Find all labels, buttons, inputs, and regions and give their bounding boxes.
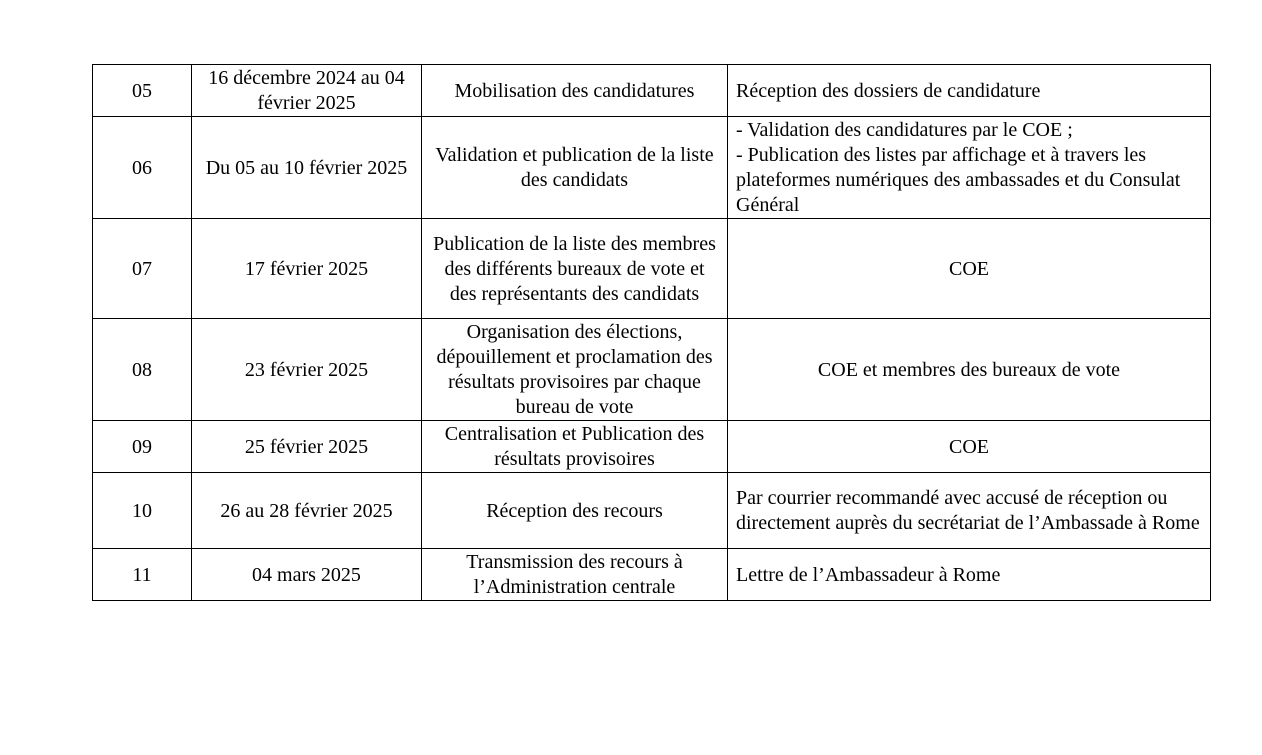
step-number: 11 (93, 549, 192, 601)
step-responsible (728, 117, 1211, 219)
table-row (93, 473, 1211, 549)
step-number: 09 (93, 421, 192, 473)
step-date: 17 février 2025 (192, 219, 422, 319)
step-date: 04 mars 2025 (192, 549, 422, 601)
step-date: 23 février 2025 (192, 319, 422, 421)
election-schedule-table (92, 64, 1211, 601)
step-responsible (728, 319, 1211, 421)
table-row (93, 219, 1211, 319)
table-row (93, 319, 1211, 421)
step-number: 07 (93, 219, 192, 319)
step-activity: Mobilisation des candidatures (422, 65, 728, 117)
step-activity: Organisation des élections, dépouillement et proclamation des résultats provisoires par chaque bureau de vote (422, 319, 728, 421)
responsible-line: Réception des dossiers de candidature (736, 79, 1041, 102)
responsible-line: Par courrier recommandé avec accusé de réception ou directement auprès du secrétariat de l’Ambassade à Rome (736, 487, 1200, 534)
table-row (93, 549, 1211, 601)
step-responsible (728, 549, 1211, 601)
step-responsible (728, 421, 1211, 473)
step-number: 10 (93, 473, 192, 549)
responsible-line: Lettre de l’Ambassadeur à Rome (736, 563, 1001, 586)
step-activity: Validation et publication de la liste des candidats (422, 117, 728, 219)
step-responsible (728, 473, 1211, 549)
step-number: 05 (93, 65, 192, 117)
table-row (93, 117, 1211, 219)
step-responsible (728, 219, 1211, 319)
step-date: 26 au 28 février 2025 (192, 473, 422, 549)
responsible-line: COE et membres des bureaux de vote (817, 358, 1121, 381)
step-responsible (728, 65, 1211, 117)
step-date: Du 05 au 10 février 2025 (192, 117, 422, 219)
step-date: 16 décembre 2024 au 04 février 2025 (192, 65, 422, 117)
step-number: 08 (93, 319, 192, 421)
table-row (93, 65, 1211, 117)
step-activity: Publication de la liste des membres des différents bureaux de vote et des représentants des candidats (422, 219, 728, 319)
responsible-line: COE (949, 435, 989, 458)
step-activity: Réception des recours (422, 473, 728, 549)
responsible-line: - Publication des listes par affichage et à travers les plateformes numériques des ambassades et du Consulat Général (736, 144, 1181, 216)
step-activity: Centralisation et Publication des résultats provisoires (422, 421, 728, 473)
table-row (93, 421, 1211, 473)
step-activity: Transmission des recours à l’Administration centrale (422, 549, 728, 601)
step-number: 06 (93, 117, 192, 219)
responsible-line: COE (949, 257, 989, 280)
step-date: 25 février 2025 (192, 421, 422, 473)
responsible-line: - Validation des candidatures par le COE ; (736, 119, 1073, 141)
